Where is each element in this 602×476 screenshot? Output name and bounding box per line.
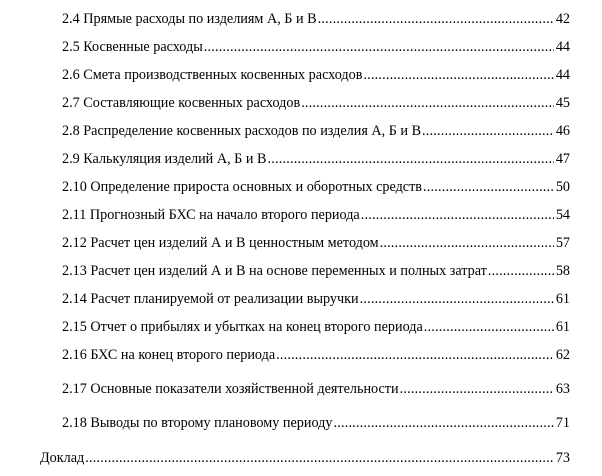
toc-entry-2-6[interactable] — [62, 66, 570, 84]
toc-dot-leader — [361, 206, 554, 224]
toc-dot-leader — [301, 94, 554, 112]
toc-entry-2-5[interactable] — [62, 38, 570, 56]
toc-entry-title: 2.7 Составляющие косвенных расходов — [62, 95, 301, 111]
toc-entry-2-9[interactable] — [62, 150, 570, 168]
toc-page-number: 42 — [555, 11, 570, 27]
toc-entry-title: 2.4 Прямые расходы по изделиям А, Б и В — [62, 11, 317, 27]
toc-entry-2-18[interactable] — [62, 414, 570, 432]
toc-entry-title: 2.11 Прогнозный БХС на начало второго периода — [62, 207, 360, 223]
toc-entry-title: 2.18 Выводы по второму плановому периоду — [62, 415, 333, 431]
toc-dot-leader — [400, 380, 554, 398]
toc-entry-title: 2.8 Распределение косвенных расходов по изделия А, Б и В — [62, 123, 422, 139]
toc-entry-2-8[interactable] — [62, 122, 570, 140]
toc-entry-title: 2.10 Определение прироста основных и оборотных средств — [62, 179, 422, 195]
toc-dot-leader — [204, 38, 554, 56]
toc-entry-title: 2.6 Смета производственных косвенных расходов — [62, 67, 363, 83]
toc-entry-title: 2.5 Косвенные расходы — [62, 39, 203, 55]
toc-page-number: 61 — [555, 319, 570, 335]
toc-dot-leader — [276, 346, 554, 364]
toc-page-number: 46 — [555, 123, 570, 139]
toc-entry-title: 2.9 Калькуляция изделий А, Б и В — [62, 151, 267, 167]
toc-entry-2-14[interactable] — [62, 290, 570, 308]
toc-entry-title: Доклад — [40, 450, 85, 466]
toc-page-number: 44 — [555, 67, 570, 83]
toc-dot-leader — [363, 66, 553, 84]
toc-page-number: 63 — [555, 381, 570, 397]
toc-entry-2-13[interactable] — [62, 262, 570, 280]
toc-page-number: 58 — [555, 263, 570, 279]
toc-entry-title: 2.14 Расчет планируемой от реализации выручки — [62, 291, 359, 307]
toc-dot-leader — [424, 318, 554, 336]
toc-entry-2-16[interactable] — [62, 346, 570, 364]
toc-page-number: 62 — [555, 347, 570, 363]
toc-entry-title: 2.13 Расчет цен изделий А и В на основе переменных и полных затрат — [62, 263, 487, 279]
toc-entry-title: 2.16 БХС на конец второго периода — [62, 347, 276, 363]
toc-page-number: 71 — [555, 415, 570, 431]
toc-entry-2-11[interactable] — [62, 206, 570, 224]
toc-entry-title: 2.17 Основные показатели хозяйственной деятельности — [62, 381, 399, 397]
toc-page-number: 73 — [555, 450, 570, 466]
toc-page-number: 54 — [555, 207, 570, 223]
toc-entry-title: 2.15 Отчет о прибылях и убытках на конец второго периода — [62, 319, 423, 335]
toc-page-number: 44 — [555, 39, 570, 55]
toc-dot-leader — [422, 122, 554, 140]
toc-entry-report[interactable] — [40, 449, 570, 467]
toc-dot-leader — [423, 178, 554, 196]
toc-page-number: 47 — [555, 151, 570, 167]
toc-dot-leader — [318, 10, 554, 28]
toc-page-number: 61 — [555, 291, 570, 307]
toc-entry-title: 2.12 Расчет цен изделий А и В ценностным методом — [62, 235, 379, 251]
toc-entry-2-17[interactable] — [62, 380, 570, 398]
toc-page-number: 45 — [555, 95, 570, 111]
toc-dot-leader — [360, 290, 554, 308]
toc-dot-leader — [488, 262, 554, 280]
toc-dot-leader — [85, 449, 554, 467]
toc-page-number: 57 — [555, 235, 570, 251]
toc-entry-2-15[interactable] — [62, 318, 570, 336]
toc-dot-leader — [267, 150, 553, 168]
toc-entry-2-4[interactable] — [62, 10, 570, 28]
toc-entry-2-7[interactable] — [62, 94, 570, 112]
toc-dot-leader — [333, 414, 553, 432]
toc-page-number: 50 — [555, 179, 570, 195]
toc-entry-2-10[interactable] — [62, 178, 570, 196]
toc-entry-2-12[interactable] — [62, 234, 570, 252]
toc-dot-leader — [380, 234, 554, 252]
